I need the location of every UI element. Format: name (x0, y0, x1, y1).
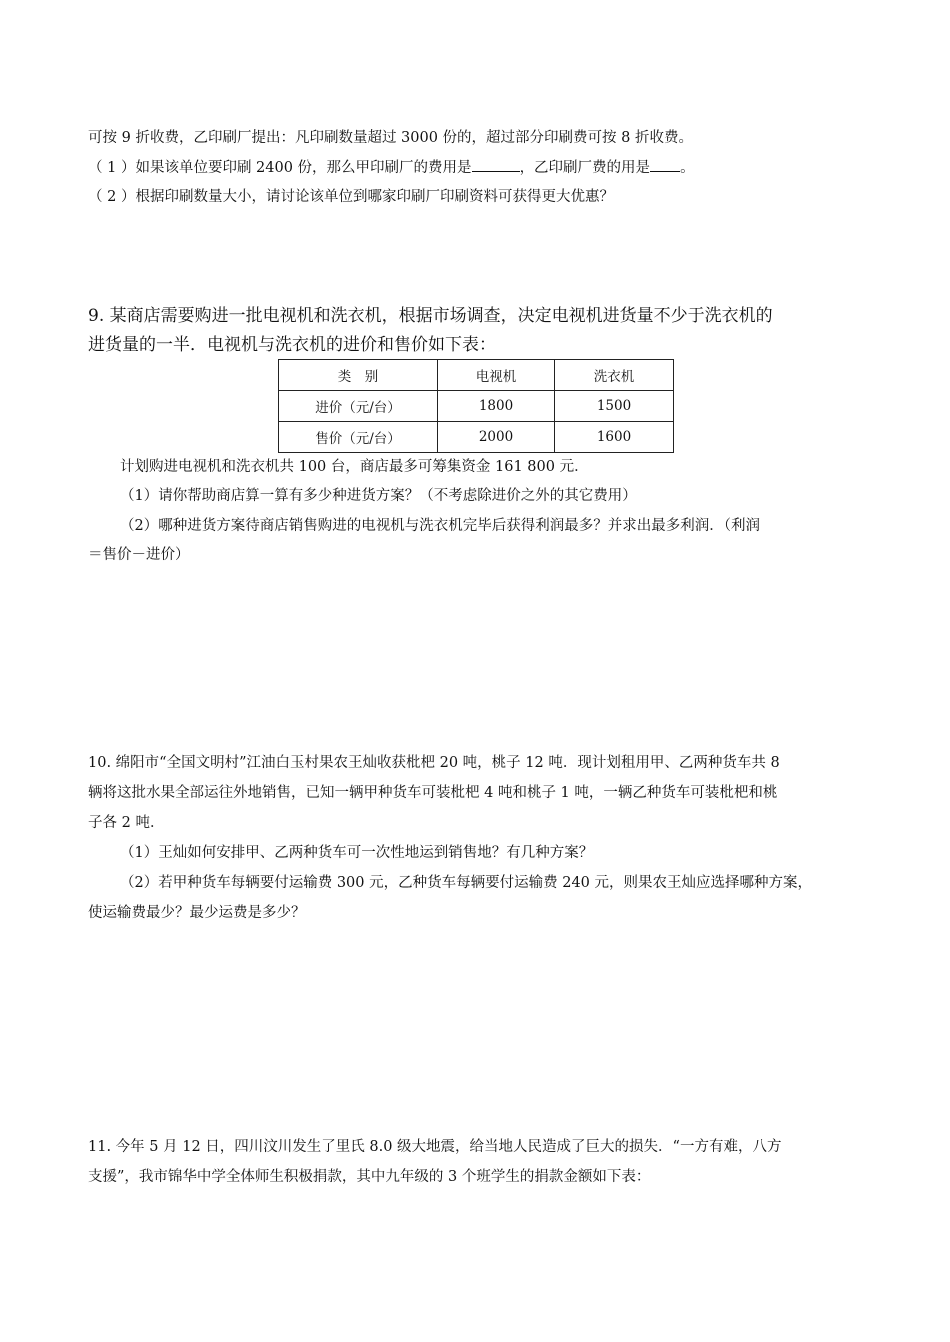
q8-part1-text-b: ，乙印刷厂费的用是 (519, 160, 651, 176)
q11-line1: 11. 今年 5 月 12 日，四川汶川发生了里氏 8.0 级大地震，给当地人民造成了巨大的损失．“一方有难，八方 (88, 1139, 782, 1155)
q10-line2: 辆将这批水果全部运往外地销售，已知一辆甲种货车可装枇杷 4 吨和桃子 1 吨，一辆乙种货车可装枇杷和桃 (88, 785, 778, 801)
q8-part1-text-a: （ 1 ）如果该单位要印刷 2400 份，那么甲印刷厂的费用是 (88, 160, 472, 176)
q8-part2: （ 2 ）根据印刷数量大小，请讨论该单位到哪家印刷厂印刷资料可获得更大优惠？ (88, 189, 614, 205)
table-header-row (279, 360, 674, 391)
answer-blank-2[interactable] (650, 157, 680, 172)
table-cell: 售价（元/台） (279, 422, 438, 453)
table-cell: 1600 (555, 422, 674, 453)
table-header-cell: 类 别 (279, 360, 438, 391)
q8-part1-text-c: 。 (680, 160, 695, 176)
q10-part2-line1: （2）若甲种货车每辆要付运输费 300 元，乙种货车每辆要付运输费 240 元，则果农王灿应选择哪种方案， (120, 875, 813, 891)
q9-line3: 计划购进电视机和洗衣机共 100 台，商店最多可筹集资金 161 800 元． (120, 459, 589, 475)
table-header-cell: 洗衣机 (555, 360, 674, 391)
q10-part2-line2: 使运输费最少？最少运费是多少？ (88, 905, 306, 921)
price-table (278, 359, 674, 453)
q8-line1: 可按 9 折收费，乙印刷厂提出：凡印刷数量超过 3000 份的，超过部分印刷费可按 8 折收费。 (88, 130, 694, 146)
q9-part2-line2: ＝售价－进价） (88, 547, 190, 563)
table-cell: 1800 (438, 391, 555, 422)
table-cell: 2000 (438, 422, 555, 453)
table-header-cell: 电视机 (438, 360, 555, 391)
q9-part1: （1）请你帮助商店算一算有多少种进货方案？（不考虑除进价之外的其它费用） (120, 488, 637, 504)
table-row (279, 391, 674, 422)
table-row (279, 422, 674, 453)
q8-part1 (88, 157, 868, 178)
q10-line1: 10. 绵阳市“全国文明村”江油白玉村果农王灿收获枇杷 20 吨，桃子 12 吨．现计划租用甲、乙两种货车共 8 (88, 755, 780, 771)
answer-blank-1[interactable] (472, 157, 520, 172)
q9-line2: 进货量的一半．电视机与洗衣机的进价和售价如下表： (88, 335, 496, 355)
table-cell: 进价（元/台） (279, 391, 438, 422)
table-cell: 1500 (555, 391, 674, 422)
q9-part2-line1: （2）哪种进货方案待商店销售购进的电视机与洗衣机完毕后获得利润最多？并求出最多利润．（利润 (120, 518, 760, 534)
q11-line2: 支援”，我市锦华中学全体师生积极捐款，其中九年级的 3 个班学生的捐款金额如下表： (88, 1169, 651, 1185)
q10-line3: 子各 2 吨． (88, 815, 165, 831)
q10-part1: （1）王灿如何安排甲、乙两种货车可一次性地运到销售地？有几种方案？ (120, 845, 594, 861)
q9-line1: 9. 某商店需要购进一批电视机和洗衣机，根据市场调查，决定电视机进货量不少于洗衣机的 (88, 306, 773, 326)
